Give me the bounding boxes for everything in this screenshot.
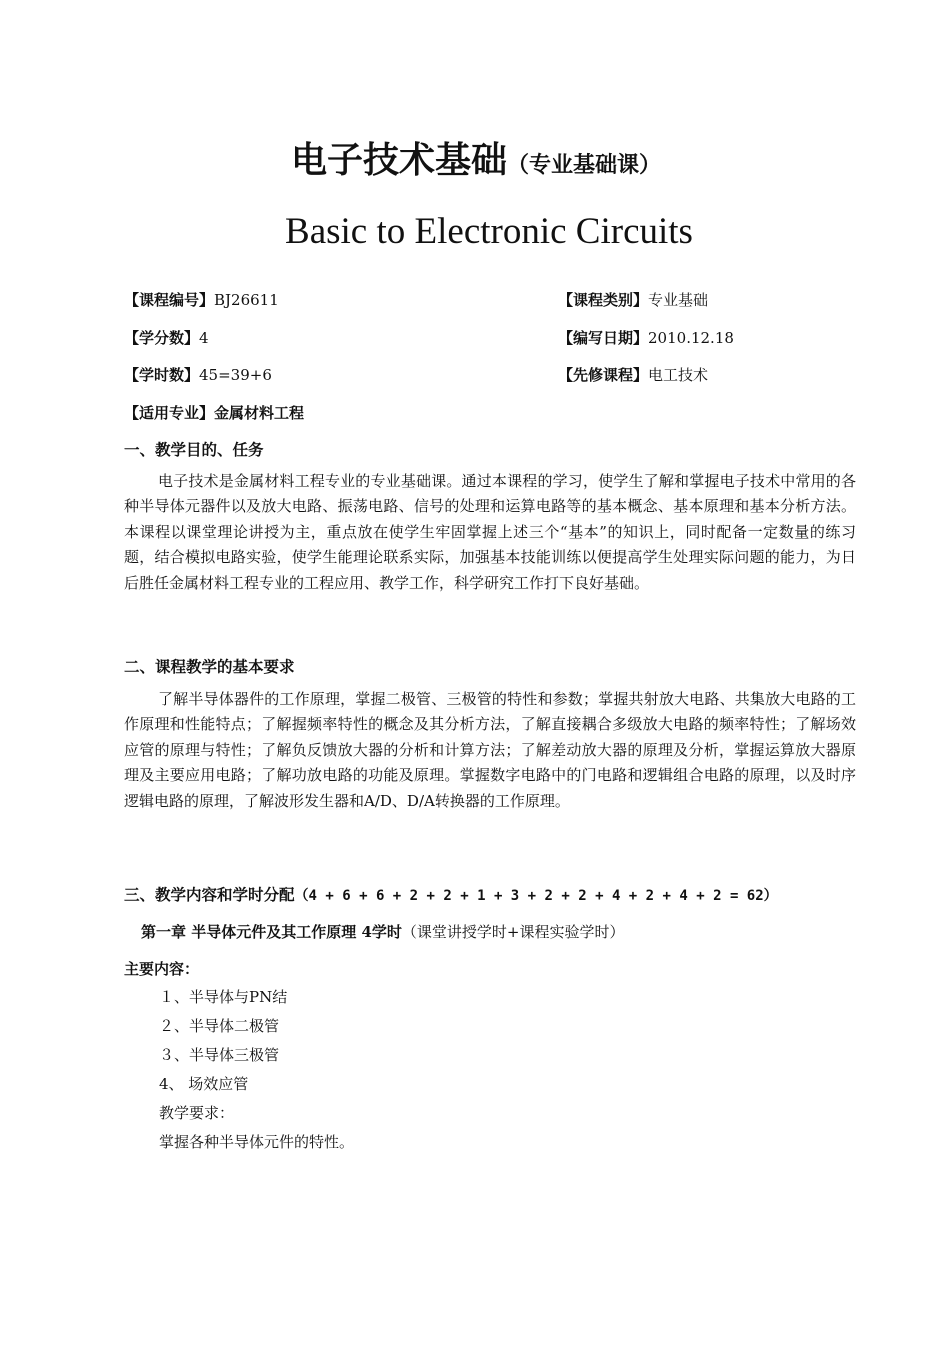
chapter-1-item-3: ３、半导体三极管 — [159, 1046, 280, 1064]
meta-credits — [124, 327, 209, 349]
chapter-1-title-line — [141, 921, 624, 943]
meta-major-label: 【适用专业】 — [124, 404, 215, 422]
meta-major-value: 金属材料工程 — [214, 404, 305, 422]
doc-title-main: 电子技术基础 — [290, 139, 507, 181]
doc-title — [0, 136, 952, 189]
chapter-1-content-label: 主要内容： — [124, 960, 200, 978]
section-1-body: 电子技术是金属材料工程专业的专业基础课。通过本课程的学习，使学生了解和掌握电子技术中常用的各种半导体元器件以及放大电路、振荡电路、信号的处理和运算电路等的基本概念、基本原理和基本分析方法。本课程以课堂理论讲授为主，重点放在使学生牢固掌握上述三个“基本”的知识上，同时配备一定数量的练习题，结合模拟电路实验，使学生能理论联系实际，加强基本技能训练以便提高学生处理实际问题的能力，为日后胜任金属材料工程专业的工程应用、教学工作，科学研究工作打下良好基础。 — [124, 472, 856, 592]
meta-course-code-value: BJ26611 — [214, 291, 279, 309]
meta-date — [558, 327, 734, 349]
section-1-heading: 一、教学目的、任务 — [124, 440, 264, 459]
meta-credits-label: 【学分数】 — [124, 329, 200, 347]
section-3-title: 三、教学内容和学时分配 — [124, 885, 295, 904]
chapter-1-item-1: １、半导体与PN结 — [159, 988, 288, 1006]
meta-hours-value: 45=39+6 — [199, 366, 272, 384]
chapter-1-title: 第一章 半导体元件及其工作原理 4学时 — [141, 923, 402, 941]
chapter-1-item-2: ２、半导体二极管 — [159, 1017, 280, 1035]
section-2-body: 了解半导体器件的工作原理，掌握二极管、三极管的特性和参数；掌握共射放大电路、共集放大电路的工作原理和性能特点；了解握频率特性的概念及其分析方法，了解直接耦合多级放大电路的频率特性；了解场效应管的原理与特性；了解负反馈放大器的分析和计算方法；了解差动放大器的原理及分析，掌握运算放大器原理及主要应用电路；了解功放电路的功能及原理。掌握数字电路中的门电路和逻辑组合电路的原理，以及时序逻辑电路的原理，了解波形发生器和A/D、D/A转换器的工作原理。 — [124, 690, 856, 810]
doc-title-en: Basic to Electronic Circuits — [285, 211, 693, 252]
meta-prereq-label: 【先修课程】 — [558, 366, 649, 384]
meta-hours — [124, 364, 272, 386]
chapter-1-req-text: 掌握各种半导体元件的特性。 — [159, 1133, 355, 1151]
meta-course-type-value: 专业基础 — [648, 291, 709, 309]
chapter-1-note: （课堂讲授学时+课程实验学时） — [401, 923, 625, 941]
section-2-heading: 二、课程教学的基本要求 — [124, 657, 295, 676]
meta-course-type-label: 【课程类别】 — [558, 291, 649, 309]
chapter-1-req-label: 教学要求： — [159, 1104, 235, 1122]
chapter-1-item-4: 4、 场效应管 — [159, 1075, 249, 1093]
meta-date-value: 2010.12.18 — [648, 329, 734, 347]
meta-prereq-value: 电工技术 — [648, 366, 709, 384]
meta-course-code — [124, 289, 279, 311]
section-3-heading — [124, 884, 778, 907]
meta-course-code-label: 【课程编号】 — [124, 291, 215, 309]
meta-course-type — [558, 289, 708, 311]
doc-title-sub: （专业基础课） — [507, 152, 662, 178]
meta-major — [124, 402, 304, 424]
meta-date-label: 【编写日期】 — [558, 329, 649, 347]
section-3-formula: （4 + 6 + 6 + 2 + 2 + 1 + 3 + 2 + 2 + 4 + 2 + 4 + 2 = 62） — [294, 888, 778, 904]
meta-prereq — [558, 364, 708, 386]
meta-credits-value: 4 — [199, 329, 209, 347]
meta-hours-label: 【学时数】 — [124, 366, 200, 384]
